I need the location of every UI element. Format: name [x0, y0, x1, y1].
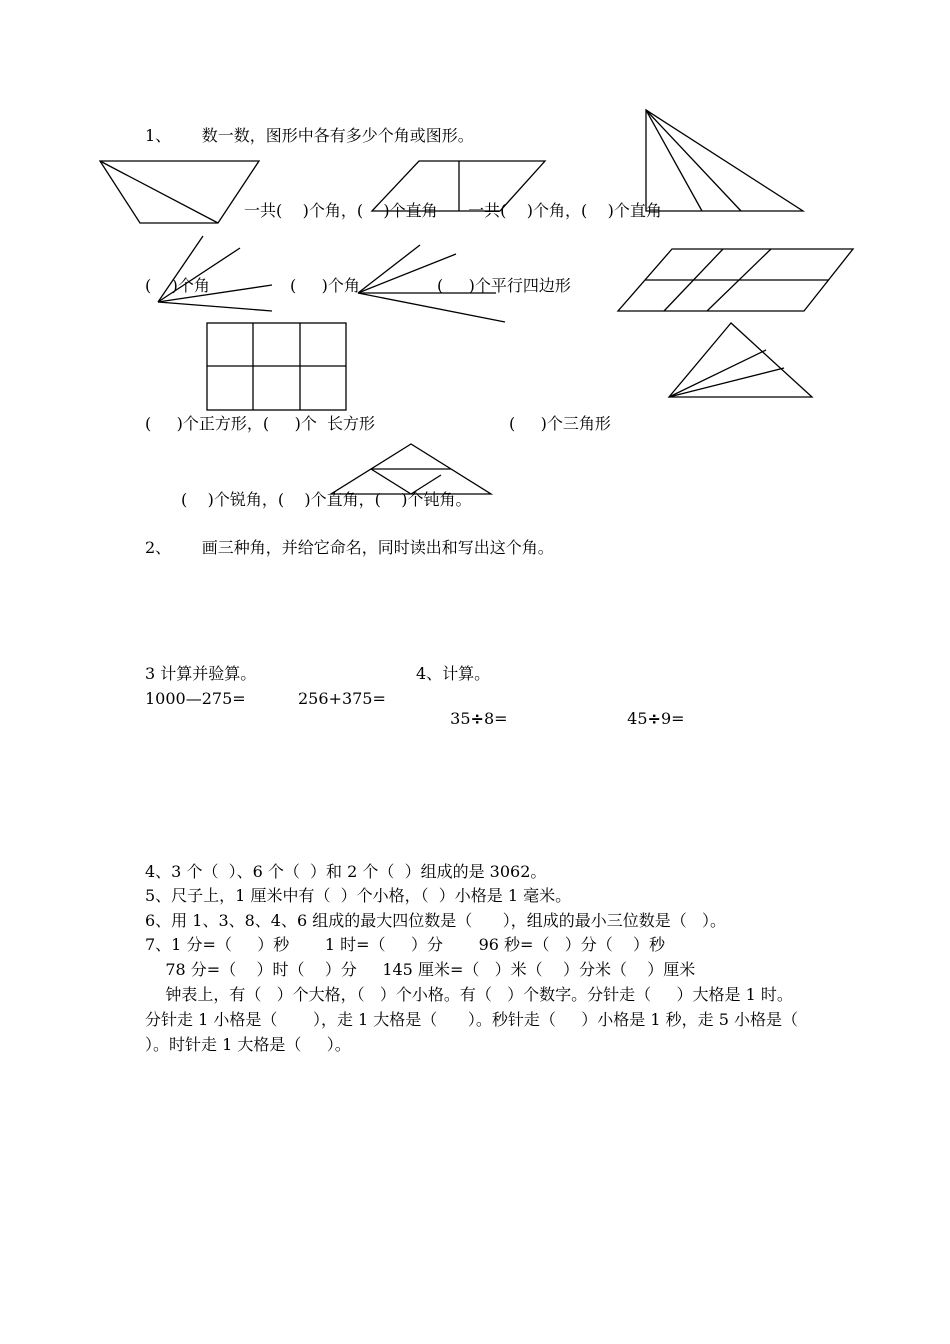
fill-line-1: 4、3 个（ ）、6 个（ ）和 2 个（ ）组成的是 3062。: [145, 862, 547, 881]
q3-expression-2: 256+375=: [298, 689, 386, 708]
right-triangle-figure: [646, 110, 803, 211]
q1-row1-text: 一共( )个角，( )个直角 一共( )个角，( )个直角: [244, 201, 662, 220]
q1-row2-b: ( )个角: [290, 276, 360, 295]
division-sign-icon: ÷: [647, 709, 661, 728]
q3-heading: 3 计算并验算。: [145, 664, 257, 683]
q4-expression-1: [440, 689, 508, 729]
q1-row2-a: ( )个角: [145, 276, 210, 295]
trapezoid-figure: [100, 161, 259, 223]
q4-e4-dividend: 45: [627, 709, 648, 728]
q4-e4-divisor: 9=: [660, 709, 685, 728]
fill-line-7: 分针走 1 小格是（ ），走 1 大格是（ ）。秒针走（ ）小格是 1 秒，走 5 小格是（: [145, 1010, 798, 1029]
q3-expression-1: 1000—275=: [145, 689, 246, 708]
q1-row2-c: ( )个平行四边形: [437, 276, 571, 295]
q2-heading: 2、 画三种角，并给它命名，同时读出和写出这个角。: [145, 538, 554, 557]
fill-line-6: 钟表上，有（ ）个大格，（ ）个小格。有（ ）个数字。分针走（ ）大格是 1 时。: [145, 985, 793, 1004]
q4-e3-dividend: 35: [450, 709, 471, 728]
fill-line-4: 7、1 分=（ ）秒 1 时=（ ）分 96 秒=（ ）分（ ）秒: [145, 935, 666, 954]
q4-e3-divisor: 8=: [483, 709, 508, 728]
parallelogram-grid-figure: [618, 249, 853, 311]
rectangle-grid-figure: [207, 323, 346, 410]
fill-line-5: 78 分=（ ）时（ ）分 145 厘米=（ ）米（ ）分米（ ）厘米: [145, 960, 696, 979]
q1-heading: 1、 数一数，图形中各有多少个角或图形。: [145, 126, 474, 145]
fill-line-3: 6、用 1、3、8、4、6 组成的最大四位数是（ ），组成的最小三位数是（ ）。: [145, 911, 727, 930]
q4-expression-2: [617, 689, 685, 729]
q4-heading: 4、计算。: [416, 664, 491, 683]
obtuse-triangle-figure: [331, 444, 491, 494]
fill-line-8: ）。时针走 1 大格是（ ）。: [145, 1035, 351, 1054]
q1-row3-b: ( )个三角形: [509, 414, 611, 433]
q1-row4: ( )个锐角，( )个直角，( )个钝角。: [181, 490, 472, 509]
division-sign-icon: ÷: [470, 709, 484, 728]
angle-rays-figure-1: [158, 236, 272, 311]
fill-line-2: 5、尺子上，1 厘米中有（ ）个小格，（ ）小格是 1 毫米。: [145, 886, 572, 905]
triangle-rays-figure: [669, 323, 812, 397]
q1-row3-a: ( )个正方形，( )个 长方形: [145, 414, 376, 433]
